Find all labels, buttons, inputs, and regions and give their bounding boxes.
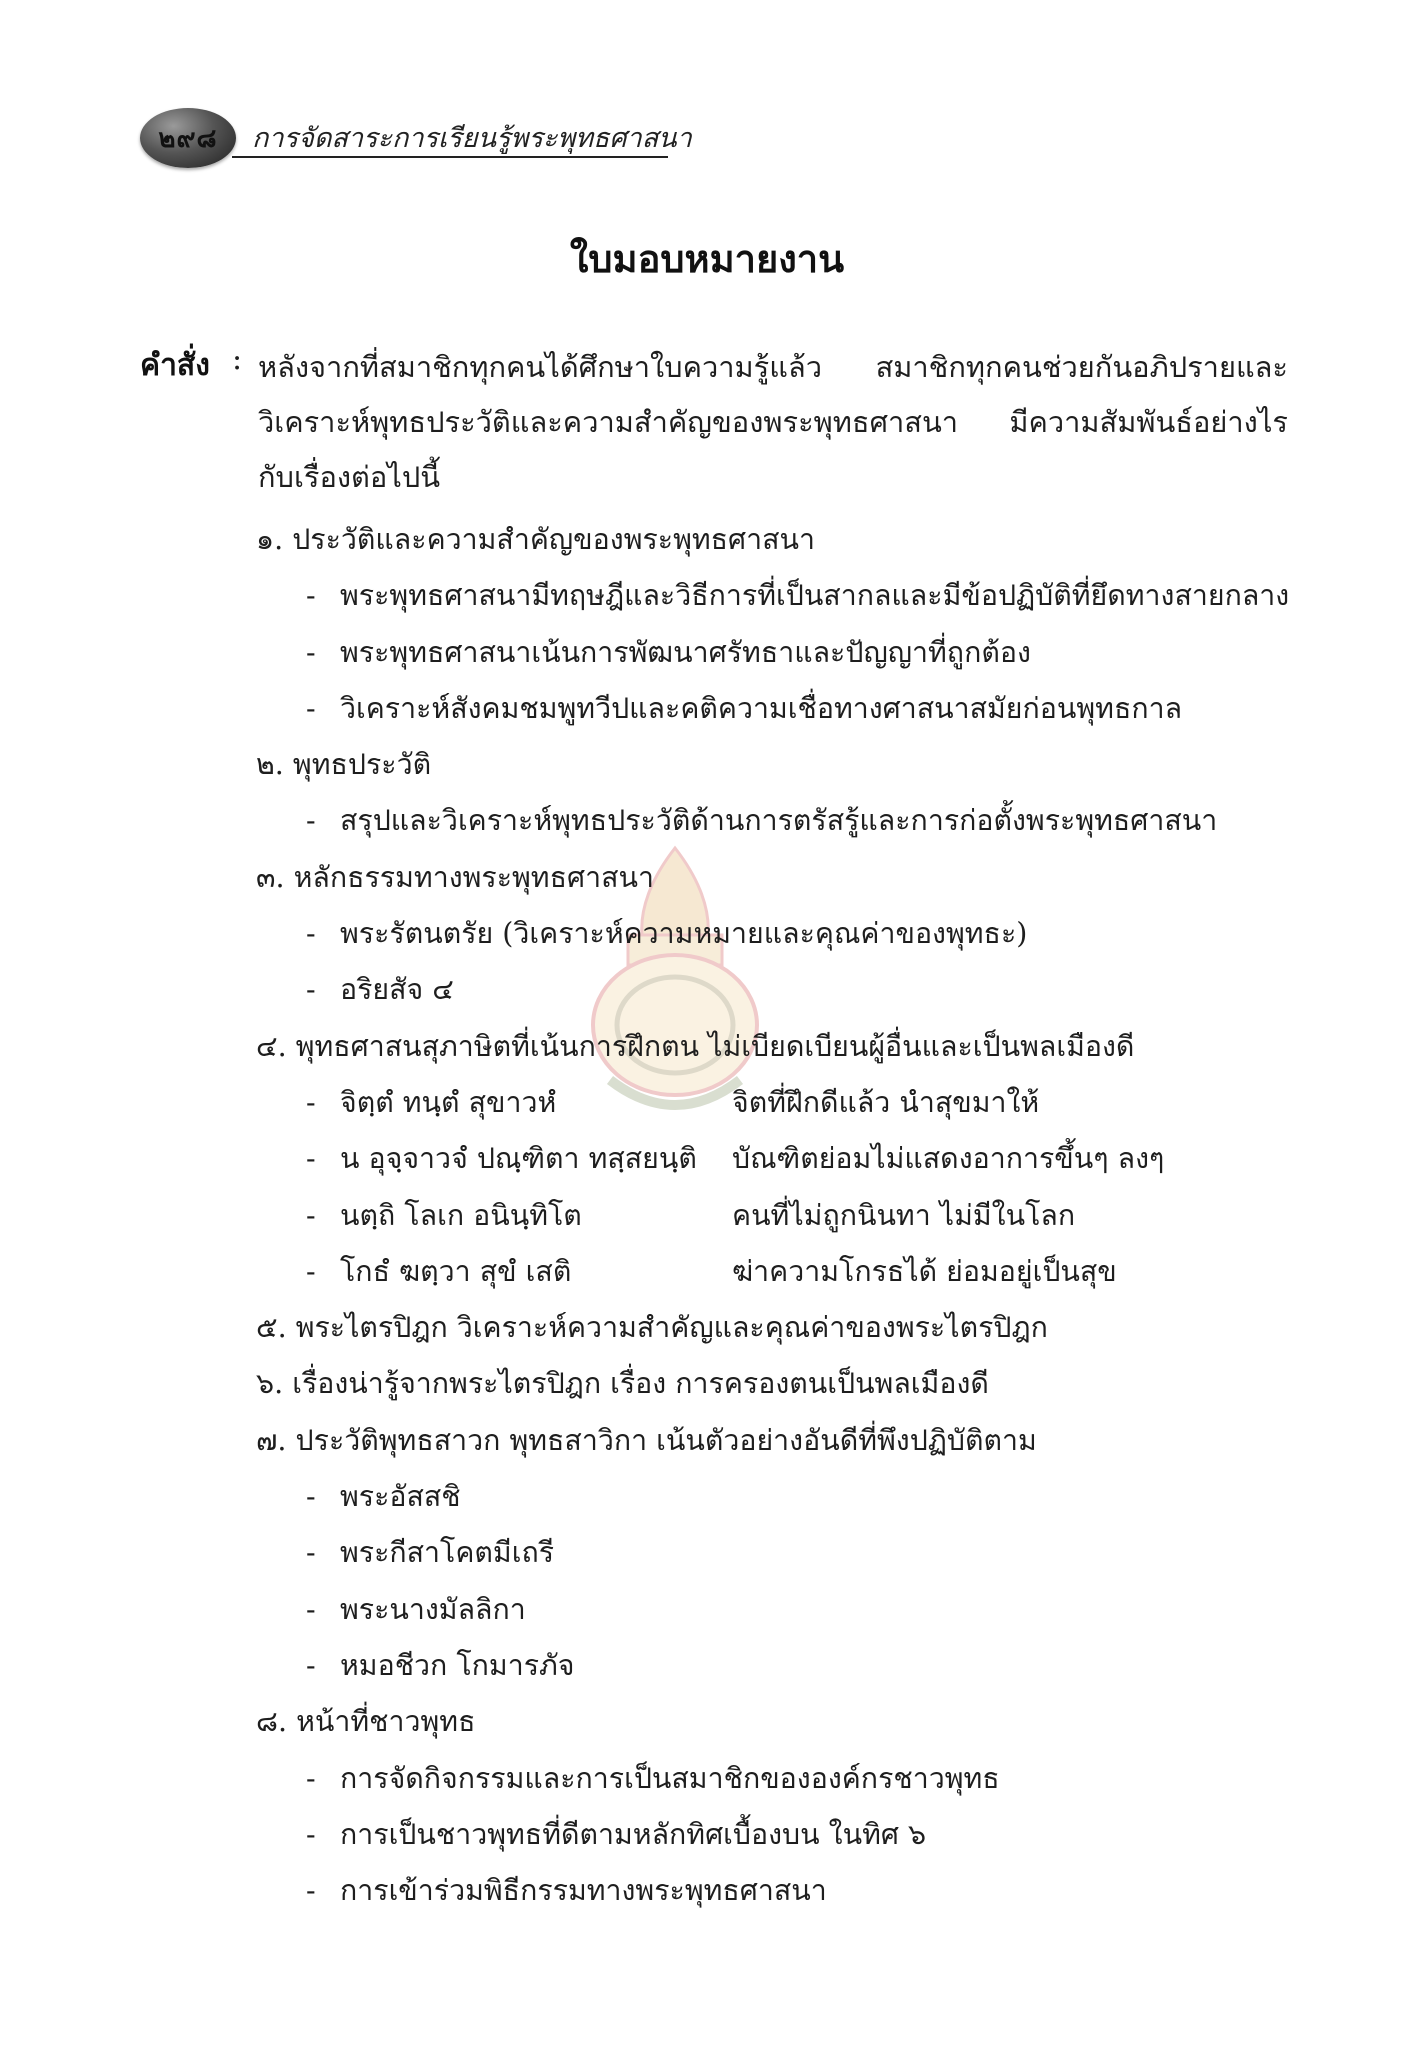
list-item: ๑. ประวัติและความสำคัญของพระพุทธศาสนา <box>256 523 816 556</box>
sub-list-item <box>256 1525 1276 1581</box>
dash-bullet: - <box>306 1761 316 1795</box>
sub-list-item <box>256 681 1276 737</box>
sub-item-text: อริยสัจ ๔ <box>340 973 454 1007</box>
proverb-row <box>256 1244 1276 1300</box>
dash-bullet: - <box>306 804 316 838</box>
dash-bullet: - <box>306 1817 316 1851</box>
document-title: ใบมอบหมายงาน <box>569 237 845 281</box>
sub-item-text: หมอชีวก โกมารภัจ <box>340 1648 575 1682</box>
sub-item-text: สรุปและวิเคราะห์พุทธประวัติด้านการตรัสรู้และการก่อตั้งพระพุทธศาสนา <box>340 804 1218 838</box>
list-item: ๒. พุทธประวัติ <box>256 748 432 782</box>
proverb-pali: จิตฺตํ ทนฺตํ สุขาวหํ <box>340 1085 557 1119</box>
instruction-label: คำสั่ง <box>140 348 210 383</box>
sub-list-item <box>256 793 1276 849</box>
sub-item-text: การเป็นชาวพุทธที่ดีตามหลักทิศเบื้องบน ในทิศ ๖ <box>340 1817 927 1851</box>
dash-bullet: - <box>306 1142 316 1176</box>
dash-bullet: - <box>306 973 316 1007</box>
proverb-pali: นตฺถิ โลเก อนินฺทิโต <box>340 1198 582 1232</box>
proverb-meaning: บัณฑิตย่อมไม่แสดงอาการขึ้นๆ ลงๆ <box>732 1142 1165 1176</box>
sub-item-text: พระพุทธศาสนามีทฤษฎีและวิธีการที่เป็นสากลและมีข้อปฏิบัติที่ยึดทางสายกลาง <box>340 579 1290 613</box>
page-number-badge <box>140 108 236 168</box>
proverb-meaning: ฆ่าความโกรธได้ ย่อมอยู่เป็นสุข <box>732 1254 1117 1288</box>
proverb-meaning: คนที่ไม่ถูกนินทา ไม่มีในโลก <box>732 1198 1076 1232</box>
sub-list-item <box>256 568 1290 624</box>
list-item: ๕. พระไตรปิฎก วิเคราะห์ความสำคัญและคุณค่าของพระไตรปิฎก <box>256 1311 1048 1345</box>
sub-item-text: วิเคราะห์สังคมชมพูทวีปและคติความเชื่อทางศาสนาสมัยก่อนพุทธกาล <box>340 691 1183 725</box>
sub-item-text: พระนางมัลลิกา <box>340 1592 526 1626</box>
sub-list-item <box>256 1582 1276 1638</box>
assignment-list <box>256 512 1290 1919</box>
dash-bullet: - <box>306 1536 316 1570</box>
list-item: ๖. เรื่องน่ารู้จากพระไตรปิฎก เรื่อง การครองตนเป็นพลเมืองดี <box>256 1367 989 1401</box>
proverb-row <box>256 1075 1276 1131</box>
sub-item-text: พระกีสาโคตมีเถรี <box>340 1536 555 1570</box>
header-rule <box>232 156 668 158</box>
sub-list-item <box>256 1751 1276 1807</box>
sub-item-text: พระรัตนตรัย (วิเคราะห์ความหมายและคุณค่าของพุทธะ) <box>340 917 1028 951</box>
sub-item-text: พระพุทธศาสนาเน้นการพัฒนาศรัทธาและปัญญาที่ถูกต้อง <box>340 635 1031 669</box>
dash-bullet: - <box>306 635 316 669</box>
proverb-pali: น อุจฺจาวจํ ปณฺฑิตา ทสฺสยนฺติ <box>340 1142 697 1176</box>
sub-list-item <box>256 1863 1276 1919</box>
page-number: ๒๙๘ <box>158 123 218 154</box>
sub-item-text: การจัดกิจกรรมและการเป็นสมาชิกขององค์กรชาวพุทธ <box>340 1761 1000 1795</box>
list-item: ๔. พุทธศาสนสุภาษิตที่เน้นการฝึกตน ไม่เบียดเบียนผู้อื่นและเป็นพลเมืองดี <box>256 1029 1135 1063</box>
sub-list-item <box>256 625 1276 681</box>
proverb-meaning: จิตที่ฝึกดีแล้ว นำสุขมาให้ <box>732 1085 1040 1119</box>
sub-list-item <box>256 1807 1276 1863</box>
sub-list-item <box>256 962 1276 1018</box>
dash-bullet: - <box>306 1592 316 1626</box>
sub-item-text: พระอัสสชิ <box>340 1480 461 1514</box>
dash-bullet: - <box>306 1198 316 1232</box>
list-item: ๓. หลักธรรมทางพระพุทธศาสนา <box>256 860 654 894</box>
dash-bullet: - <box>306 1480 316 1514</box>
dash-bullet: - <box>306 1085 316 1119</box>
dash-bullet: - <box>306 691 316 725</box>
dash-bullet: - <box>306 1874 316 1908</box>
sub-item-text: การเข้าร่วมพิธีกรรมทางพระพุทธศาสนา <box>340 1874 827 1908</box>
list-item: ๘. หน้าที่ชาวพุทธ <box>256 1705 476 1739</box>
dash-bullet: - <box>306 1648 316 1682</box>
instruction-text: หลังจากที่สมาชิกทุกคนได้ศึกษาใบความรู้แล้ว สมาชิกทุกคนช่วยกันอภิปรายและวิเคราะห์พุทธประวัติและความสำคัญของพระพุทธศาสนา มีความสัมพันธ์อย่างไร กับเรื่องต่อไปนี้ <box>258 350 1288 494</box>
running-title: การจัดสาระการเรียนรู้พระพุทธศาสนา <box>252 123 692 154</box>
proverb-row <box>256 1188 1276 1244</box>
dash-bullet: - <box>306 579 316 613</box>
proverb-row <box>256 1131 1276 1187</box>
sub-list-item <box>256 1638 1276 1694</box>
sub-list-item <box>256 906 1276 962</box>
dash-bullet: - <box>306 917 316 951</box>
proverb-pali: โกธํ ฆตฺวา สุขํ เสติ <box>340 1254 572 1288</box>
dash-bullet: - <box>306 1254 316 1288</box>
sub-list-item <box>256 1469 1276 1525</box>
instruction-colon: : <box>232 342 243 377</box>
list-item: ๗. ประวัติพุทธสาวก พุทธสาวิกา เน้นตัวอย่างอันดีที่พึงปฏิบัติตาม <box>256 1423 1037 1457</box>
